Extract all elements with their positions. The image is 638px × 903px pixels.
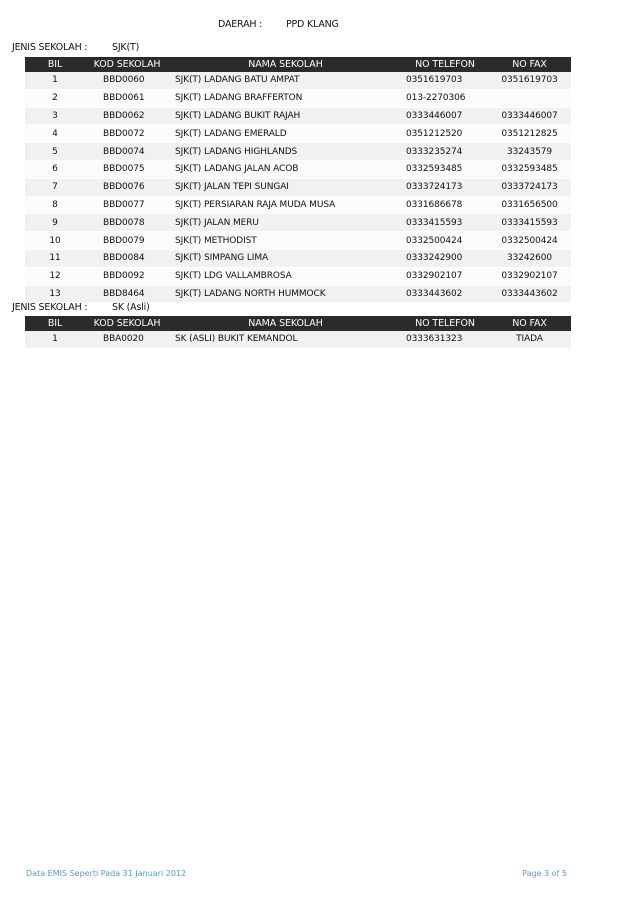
cell-nama: SJK(T) LADANG JALAN ACOB [169, 160, 402, 178]
cell-fax: 0331656500 [488, 196, 571, 214]
cell-bil: 8 [25, 196, 85, 214]
district-value: PPD KLANG [286, 19, 339, 30]
cell-fax: 0333443602 [488, 285, 571, 303]
table-header-row [25, 316, 571, 331]
cell-fax: 0333415593 [488, 214, 571, 232]
cell-telefon: 013-2270306 [402, 89, 488, 107]
cell-bil: 6 [25, 160, 85, 178]
cell-fax: 0332902107 [488, 267, 571, 285]
col-header-fax: NO FAX [488, 316, 571, 331]
cell-kod: BBD8464 [85, 285, 169, 303]
table-row [25, 160, 571, 178]
cell-telefon: 0332593485 [402, 160, 488, 178]
school-type-heading [12, 42, 139, 53]
cell-nama: SJK(T) METHODIST [169, 232, 402, 250]
col-header-kod: KOD SEKOLAH [85, 57, 169, 72]
cell-nama: SJK(T) JALAN TEPI SUNGAI [169, 178, 402, 196]
table-header-row [25, 57, 571, 72]
school-type-heading [12, 302, 150, 313]
table-row [25, 331, 571, 348]
table-row [25, 72, 571, 89]
cell-nama: SJK(T) LADANG BATU AMPAT [169, 72, 402, 89]
cell-bil: 13 [25, 285, 85, 303]
cell-nama: SJK(T) LADANG BRAFFERTON [169, 89, 402, 107]
cell-telefon: 0333415593 [402, 214, 488, 232]
cell-nama: SJK(T) LADANG BUKIT RAJAH [169, 107, 402, 125]
cell-bil: 4 [25, 125, 85, 143]
table-row [25, 107, 571, 125]
cell-nama: SJK(T) SIMPANG LIMA [169, 249, 402, 267]
cell-telefon: 0332500424 [402, 232, 488, 250]
cell-telefon: 0333446007 [402, 107, 488, 125]
col-header-fax: NO FAX [488, 57, 571, 72]
cell-nama: SJK(T) LDG VALLAMBROSA [169, 267, 402, 285]
cell-nama: SJK(T) LADANG EMERALD [169, 125, 402, 143]
table-row [25, 267, 571, 285]
cell-kod: BBD0084 [85, 249, 169, 267]
cell-nama: SJK(T) LADANG NORTH HUMMOCK [169, 285, 402, 303]
cell-bil: 3 [25, 107, 85, 125]
table-row [25, 196, 571, 214]
cell-kod: BBD0062 [85, 107, 169, 125]
school-type-value: SJK(T) [112, 42, 140, 53]
cell-telefon: 0351212520 [402, 125, 488, 143]
district-label: DAERAH : [218, 19, 263, 30]
table-row [25, 143, 571, 161]
cell-bil: 11 [25, 249, 85, 267]
table-row [25, 249, 571, 267]
col-header-kod: KOD SEKOLAH [85, 316, 169, 331]
cell-kod: BBD0061 [85, 89, 169, 107]
cell-bil: 9 [25, 214, 85, 232]
cell-fax: 0333446007 [488, 107, 571, 125]
cell-nama: SJK(T) LADANG HIGHLANDS [169, 143, 402, 161]
cell-telefon: 0333235274 [402, 143, 488, 161]
cell-bil: 1 [25, 331, 85, 348]
cell-kod: BBD0077 [85, 196, 169, 214]
col-header-telefon: NO TELEFON [402, 316, 488, 331]
cell-nama: SJK(T) PERSIARAN RAJA MUDA MUSA [169, 196, 402, 214]
cell-telefon: 0331686678 [402, 196, 488, 214]
cell-telefon: 0333631323 [402, 331, 488, 348]
cell-bil: 2 [25, 89, 85, 107]
cell-fax [488, 89, 571, 107]
cell-nama: SK (ASLI) BUKIT KEMANDOL [169, 331, 402, 348]
cell-bil: 7 [25, 178, 85, 196]
cell-kod: BBD0060 [85, 72, 169, 89]
cell-kod: BBD0075 [85, 160, 169, 178]
table-row [25, 125, 571, 143]
table-body [25, 72, 571, 303]
school-type-value: SK (Asli) [112, 302, 150, 313]
cell-fax: 33242600 [488, 249, 571, 267]
table-row [25, 89, 571, 107]
cell-bil: 10 [25, 232, 85, 250]
cell-fax: 0351619703 [488, 72, 571, 89]
footer-source: Data EMIS Seperti Pada 31 Januari 2012 [26, 869, 187, 878]
cell-kod: BBD0092 [85, 267, 169, 285]
table-row [25, 178, 571, 196]
cell-telefon: 0333724173 [402, 178, 488, 196]
table-body [25, 331, 571, 348]
cell-telefon: 0333443602 [402, 285, 488, 303]
col-header-bil: BIL [25, 57, 85, 72]
cell-nama: SJK(T) JALAN MERU [169, 214, 402, 232]
school-table-sjkt [25, 57, 571, 303]
table-row [25, 232, 571, 250]
cell-kod: BBD0074 [85, 143, 169, 161]
cell-kod: BBD0076 [85, 178, 169, 196]
col-header-bil: BIL [25, 316, 85, 331]
col-header-nama: NAMA SEKOLAH [169, 316, 402, 331]
cell-fax: 0351212825 [488, 125, 571, 143]
cell-telefon: 0333242900 [402, 249, 488, 267]
cell-fax: 0332500424 [488, 232, 571, 250]
cell-telefon: 0332902107 [402, 267, 488, 285]
school-type-label: JENIS SEKOLAH : [12, 302, 88, 313]
district-heading [218, 19, 339, 30]
cell-kod: BBD0078 [85, 214, 169, 232]
cell-fax: 33243579 [488, 143, 571, 161]
footer-page-number: Page 3 of 5 [522, 869, 567, 878]
cell-fax: 0332593485 [488, 160, 571, 178]
school-table-sk-asli [25, 316, 571, 349]
cell-fax: TIADA [488, 331, 571, 348]
col-header-nama: NAMA SEKOLAH [169, 57, 402, 72]
cell-bil: 5 [25, 143, 85, 161]
col-header-telefon: NO TELEFON [402, 57, 488, 72]
cell-telefon: 0351619703 [402, 72, 488, 89]
cell-kod: BBA0020 [85, 331, 169, 348]
cell-fax: 0333724173 [488, 178, 571, 196]
cell-bil: 12 [25, 267, 85, 285]
table-row [25, 214, 571, 232]
cell-kod: BBD0072 [85, 125, 169, 143]
cell-bil: 1 [25, 72, 85, 89]
table-row [25, 285, 571, 303]
school-type-label: JENIS SEKOLAH : [12, 42, 88, 53]
cell-kod: BBD0079 [85, 232, 169, 250]
